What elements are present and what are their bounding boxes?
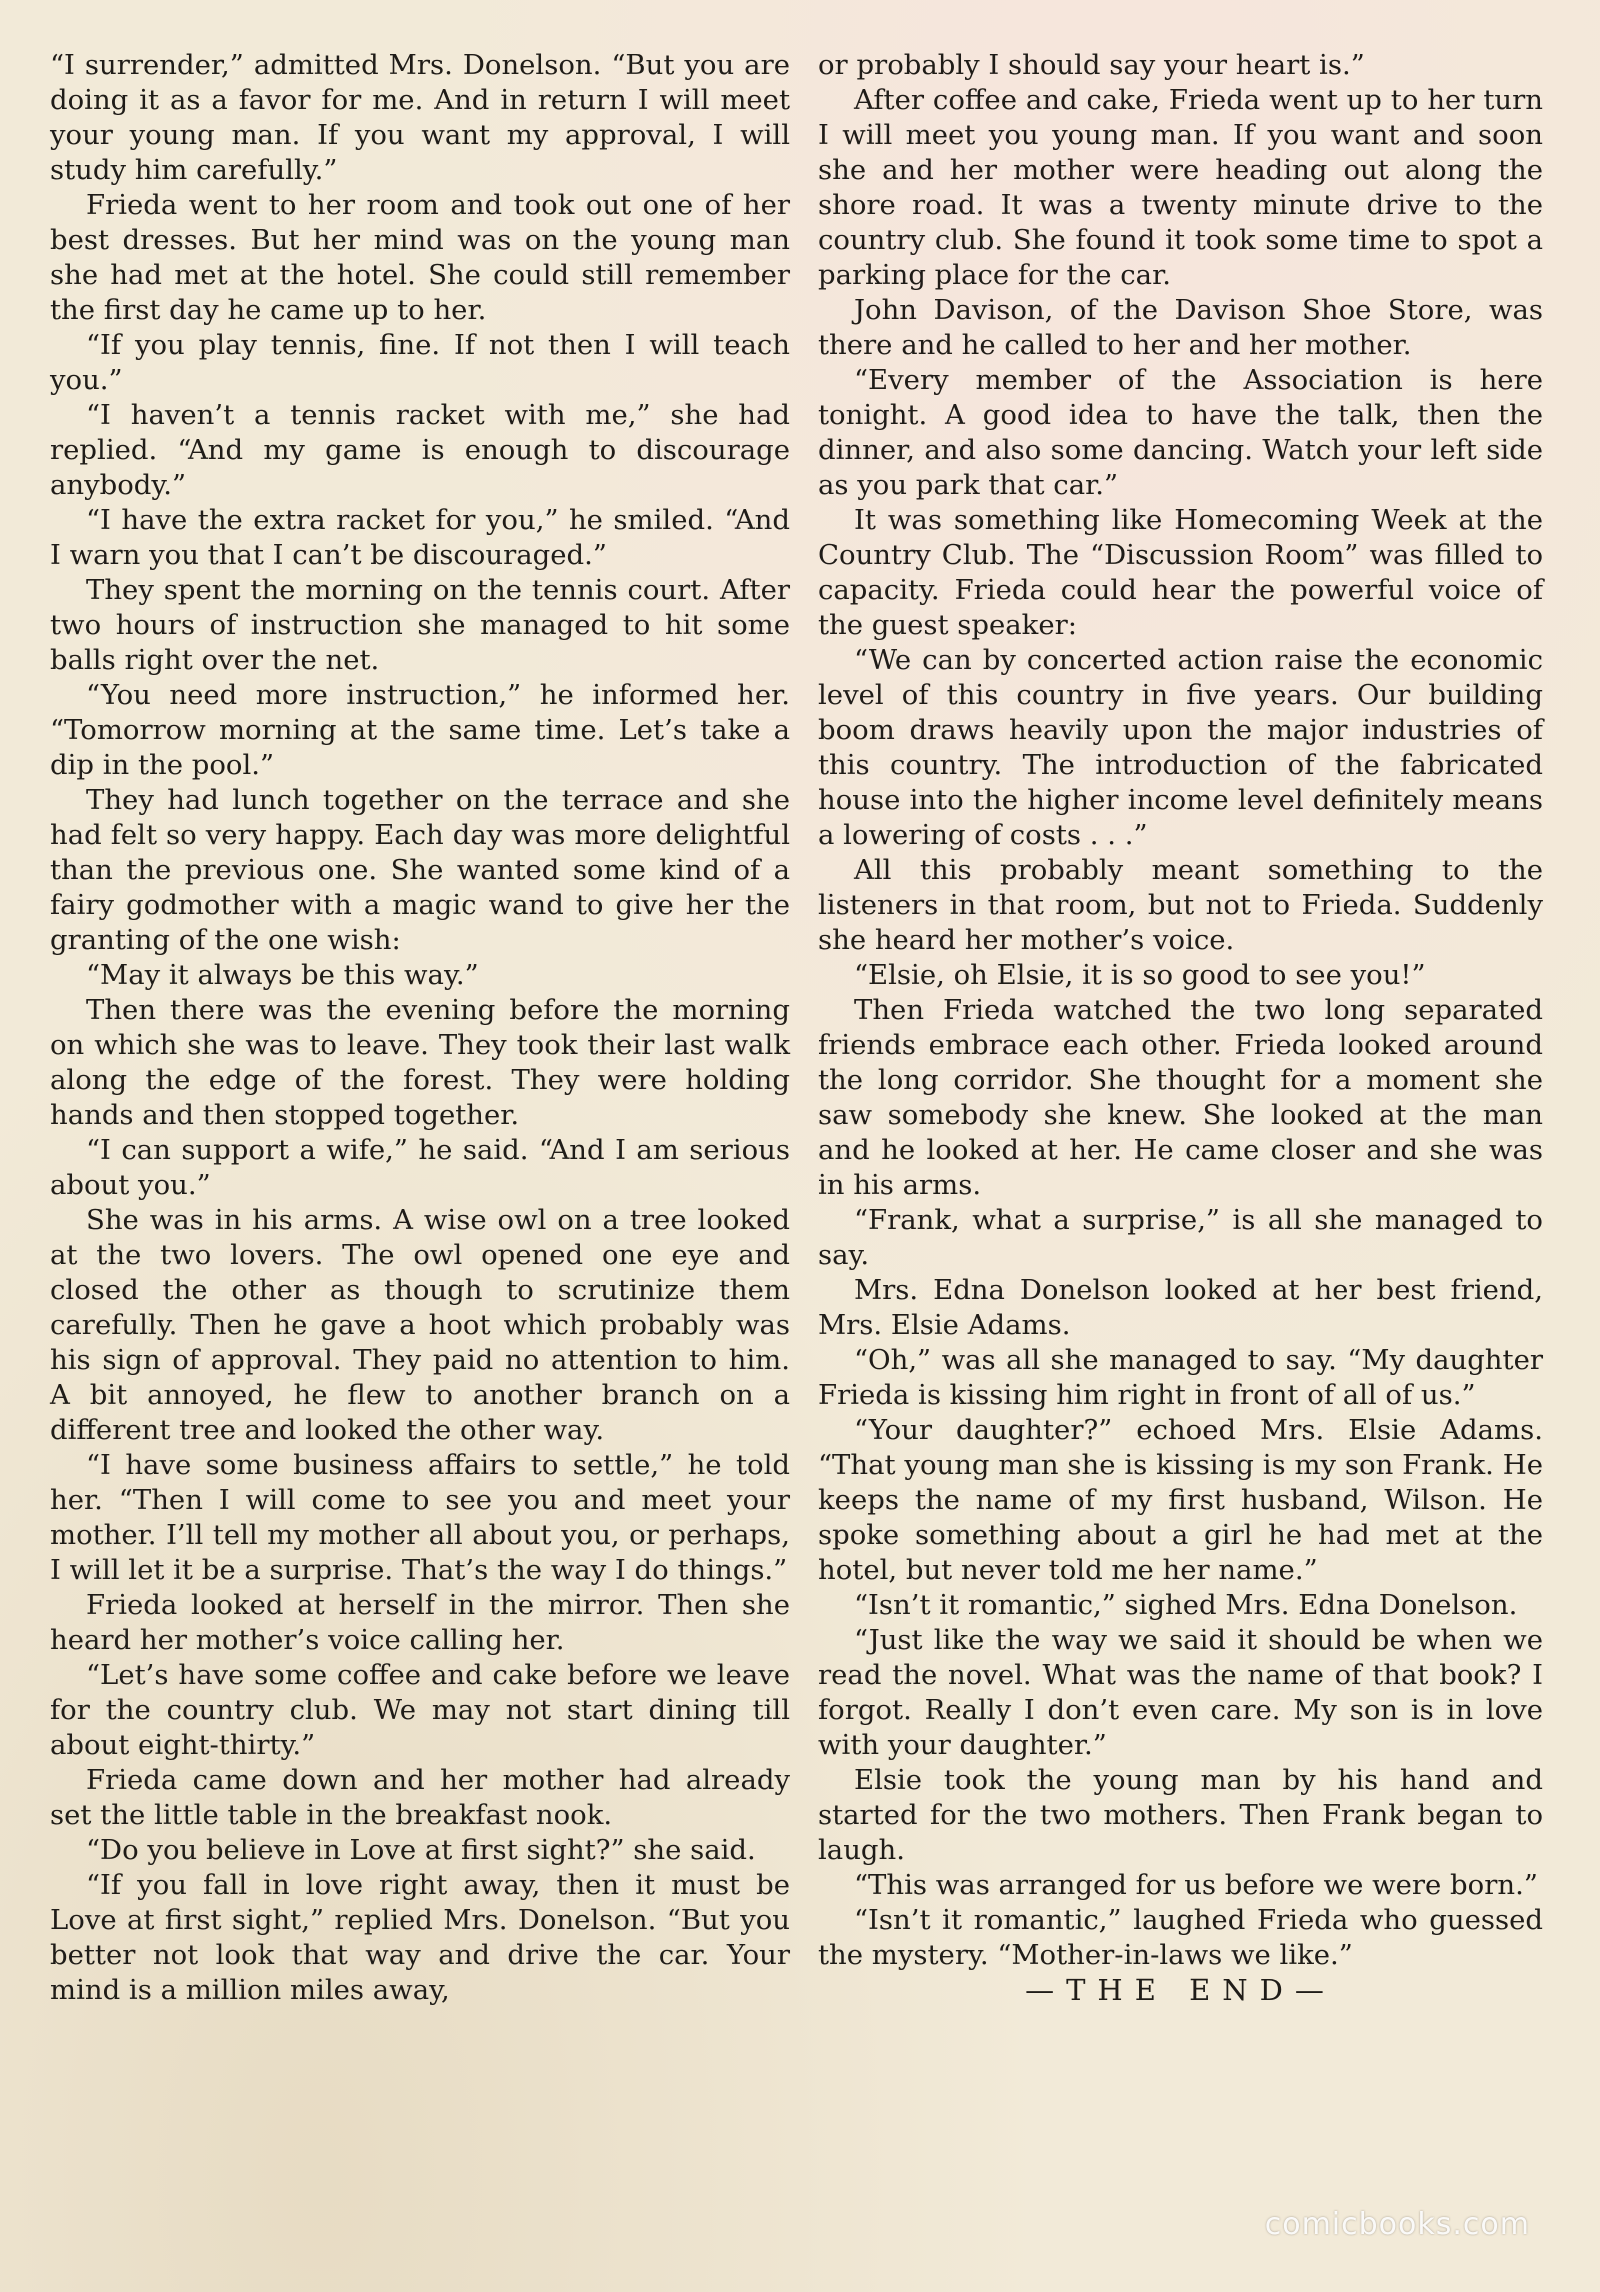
paragraph: They had lunch together on the terrace and she had felt so very happy. Each day was more delightful than the previous one. She wanted some kind of a fairy godmother with a magic wand to give her the granting of the one wish:: [50, 784, 790, 956]
paragraph: “Do you believe in Love at first sight?” she said.: [86, 1834, 756, 1866]
paragraph: “Just like the way we said it should be when we read the novel. What was the name of that book? I forgot. Really I don’t even care. My son is in love with your daughter.”: [818, 1624, 1543, 1761]
paragraph: “You need more instruction,” he informed her. “Tomorrow morning at the same time. Let’s take a dip in the pool.”: [50, 679, 790, 781]
the-end-label: —THE END—: [1025, 1973, 1336, 2007]
paragraph: “I have the extra racket for you,” he smiled. “And I warn you that I can’t be discouraged.”: [50, 504, 790, 571]
watermark: comicbooks.com: [1264, 2207, 1530, 2242]
paragraph: “Let’s have some coffee and cake before we leave for the country club. We may not start dining till about eight-thirty.”: [50, 1659, 790, 1761]
paragraph: “May it always be this way.”: [86, 959, 479, 991]
paragraph: “Elsie, oh Elsie, it is so good to see you!”: [854, 959, 1426, 991]
paragraph: “Isn’t it romantic,” laughed Frieda who guessed the mystery. “Mother-in-laws we like.”: [818, 1904, 1543, 1971]
paragraph: Frieda came down and her mother had already set the little table in the breakfast nook.: [50, 1764, 790, 1831]
paragraph: “I can support a wife,” he said. “And I am serious about you.”: [50, 1134, 790, 1201]
paragraph: “We can by concerted action raise the economic level of this country in five years. Our building boom draws heavily upon the major industries of this country. The introduction of the fabricated house into the higher income level definitely means a lowering of costs . . .”: [818, 644, 1543, 851]
paragraph: “I haven’t a tennis racket with me,” she had replied. “And my game is enough to discourage anybody.”: [50, 399, 790, 501]
paragraph: “Oh,” was all she managed to say. “My daughter Frieda is kissing him right in front of all of us.”: [818, 1344, 1543, 1411]
paragraph: Mrs. Edna Donelson looked at her best friend, Mrs. Elsie Adams.: [818, 1274, 1543, 1341]
right-text-column: [818, 48, 1543, 2008]
left-text-column: [50, 48, 790, 2008]
paragraph: “Your daughter?” echoed Mrs. Elsie Adams. “That young man she is kissing is my son Frank. He keeps the name of my first husband, Wilson. He spoke something about a girl he had met at the hotel, but never told me her name.”: [818, 1414, 1543, 1586]
paragraph: “If you fall in love right away, then it must be Love at first sight,” replied Mrs. Donelson. “But you better not look that way and drive the car. Your mind is a million miles away,: [50, 1869, 790, 2006]
paragraph: Then there was the evening before the morning on which she was to leave. They took their last walk along the edge of the forest. They were holding hands and then stopped together.: [50, 994, 790, 1131]
paragraph: Frieda went to her room and took out one of her best dresses. But her mind was on the young man she had met at the hotel. She could still remember the first day he came up to her.: [50, 189, 790, 326]
paragraph: “I surrender,” admitted Mrs. Donelson. “But you are doing it as a favor for me. And in return I will meet your young man. If you want my approval, I will study him carefully.”: [50, 49, 790, 186]
paragraph: or probably I should say your heart is.”: [818, 49, 1365, 81]
paragraph: Frieda looked at herself in the mirror. Then she heard her mother’s voice calling her.: [50, 1589, 790, 1656]
paragraph: All this probably meant something to the listeners in that room, but not to Frieda. Suddenly she heard her mother’s voice.: [818, 854, 1543, 956]
paragraph: Then Frieda watched the two long separated friends embrace each other. Frieda looked around the long corridor. She thought for a moment she saw somebody she knew. She looked at the man and he looked at her. He came closer and she was in his arms.: [818, 994, 1543, 1201]
paragraph: After coffee and cake, Frieda went up to her turn I will meet you young man. If you want and soon she and her mother were heading out along the shore road. It was a twenty minute drive to the country club. She found it took some time to spot a parking place for the car.: [818, 84, 1543, 291]
paragraph: “Isn’t it romantic,” sighed Mrs. Edna Donelson.: [854, 1589, 1518, 1621]
paragraph: Elsie took the young man by his hand and started for the two mothers. Then Frank began to laugh.: [818, 1764, 1543, 1866]
paragraph: “This was arranged for us before we were born.”: [854, 1869, 1538, 1901]
paragraph: “Every member of the Association is here tonight. A good idea to have the talk, then the dinner, and also some dancing. Watch your left side as you park that car.”: [818, 364, 1543, 501]
paragraph: “If you play tennis, fine. If not then I will teach you.”: [50, 329, 790, 396]
paragraph: It was something like Homecoming Week at the Country Club. The “Discussion Room” was filled to capacity. Frieda could hear the powerful voice of the guest speaker:: [818, 504, 1543, 641]
paragraph: They spent the morning on the tennis court. After two hours of instruction she managed to hit some balls right over the net.: [50, 574, 790, 676]
paragraph: “I have some business affairs to settle,” he told her. “Then I will come to see you and meet your mother. I’ll tell my mother all about you, or perhaps, I will let it be a surprise. That’s the way I do things.”: [50, 1449, 790, 1586]
paragraph: She was in his arms. A wise owl on a tree looked at the two lovers. The owl opened one eye and closed the other as though to scrutinize them carefully. Then he gave a hoot which probably was his sign of approval. They paid no attention to him. A bit annoyed, he flew to another branch on a different tree and looked the other way.: [50, 1204, 790, 1446]
paragraph: John Davison, of the Davison Shoe Store, was there and he called to her and her mother.: [818, 294, 1543, 361]
paragraph: “Frank, what a surprise,” is all she managed to say.: [818, 1204, 1543, 1271]
